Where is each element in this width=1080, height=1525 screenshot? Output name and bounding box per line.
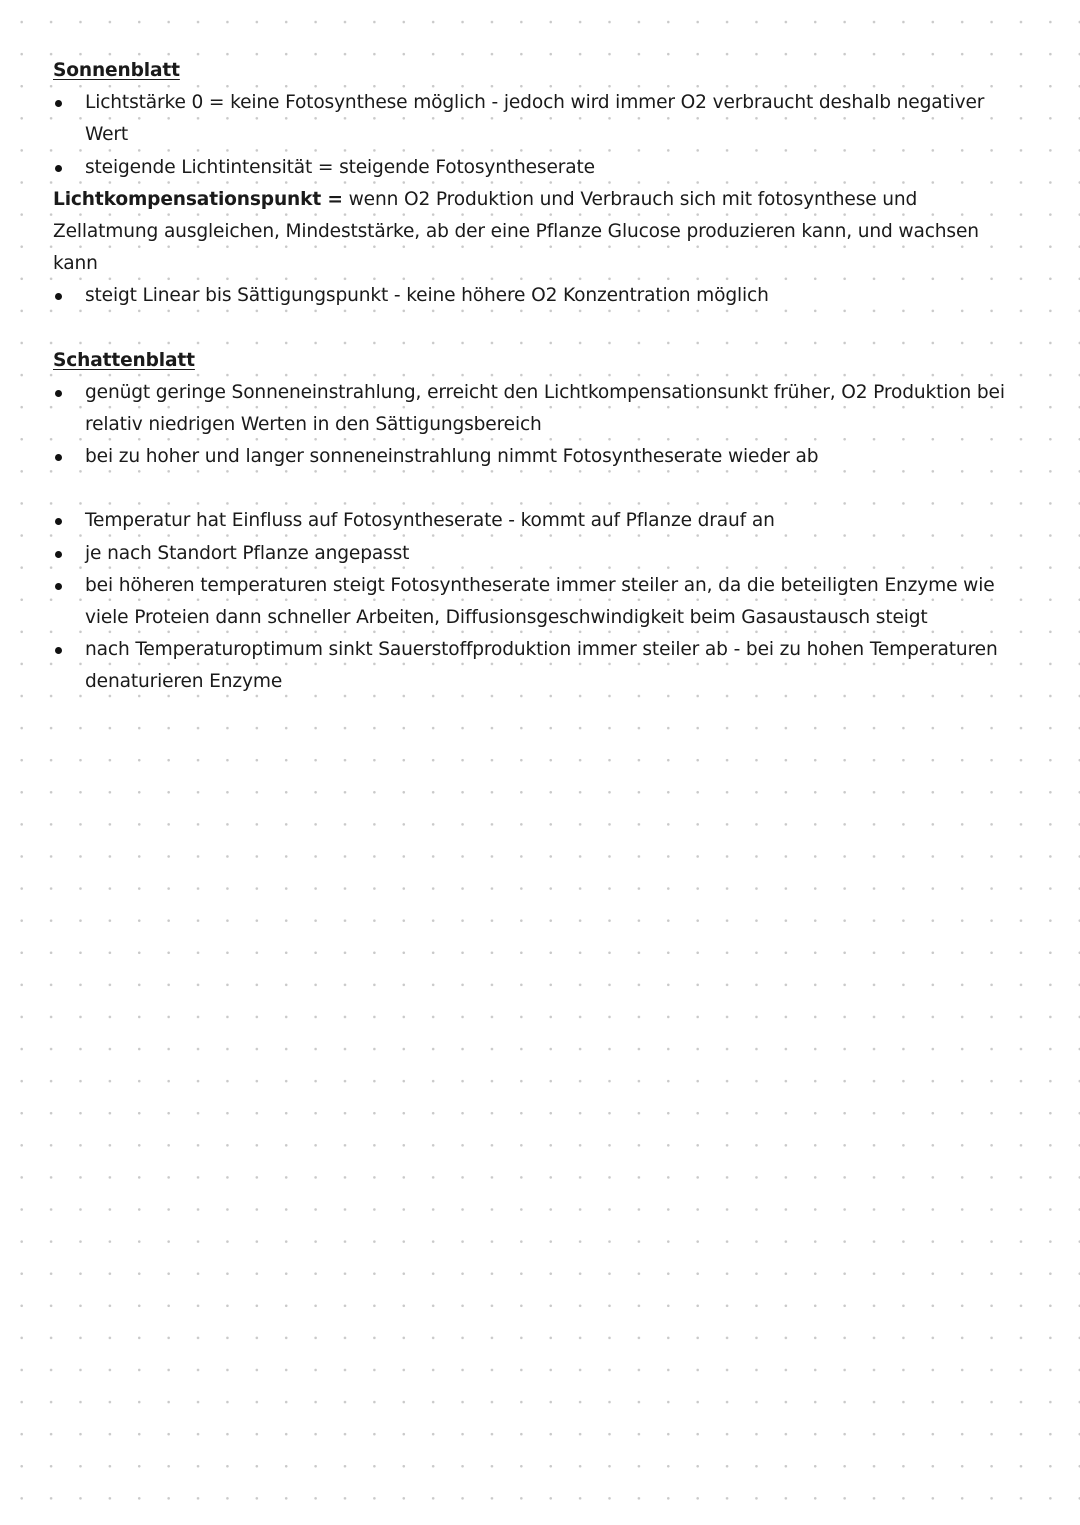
spacer [53,313,1013,345]
list-item: steigt Linear bis Sättigungspunkt - keine höhere O2 Konzentration möglich [53,280,1013,312]
temperatur-bullet-list [53,505,1013,698]
section-temperatur [53,505,1013,698]
sonnenblatt-bullet-list [53,87,1013,184]
heading-sonnenblatt: Sonnenblatt [53,60,180,81]
schattenblatt-bullet-list [53,377,1013,474]
list-item: bei höheren temperaturen steigt Fotosyntheserate immer steiler an, da die beteiligten Enzyme wie viele Proteien dann schneller Arbeiten, Diffusionsgeschwindigkeit beim Gasaustausch steigt [53,570,1013,634]
list-item: nach Temperaturoptimum sinkt Sauerstoffproduktion immer steiler ab - bei zu hohen Temperaturen denaturieren Enzyme [53,634,1013,698]
list-item: Temperatur hat Einfluss auf Fotosyntheserate - kommt auf Pflanze drauf an [53,505,1013,537]
heading-schattenblatt: Schattenblatt [53,349,195,371]
definition-text: wenn O2 Produktion und Verbrauch sich mit fotosynthese und Zellatmung ausgleichen, Mindeststärke, ab der eine Pflanze Glucose produzieren kann, und wachsen kann [53,188,979,275]
list-item: je nach Standort Pflanze angepasst [53,538,1013,570]
list-item: steigende Lichtintensität = steigende Fotosyntheserate [53,152,1013,184]
list-item: Lichtstärke 0 = keine Fotosynthese möglich - jedoch wird immer O2 verbraucht deshalb negativer Wert [53,87,1013,151]
section-schattenblatt [53,345,1013,474]
sonnenblatt-after-definition-list [53,280,1013,312]
section-sonnenblatt [53,55,1013,313]
definition-lichtkompensationspunkt [53,184,1013,281]
list-item: genügt geringe Sonneneinstrahlung, erreicht den Lichtkompensationsunkt früher, O2 Produktion bei relativ niedrigen Werten in den Sättigungsbereich [53,377,1013,441]
spacer [53,473,1013,505]
note-content [53,55,1013,699]
definition-term: Lichtkompensationspunkt = [53,188,343,210]
list-item: bei zu hoher und langer sonneneinstrahlung nimmt Fotosyntheserate wieder ab [53,441,1013,473]
